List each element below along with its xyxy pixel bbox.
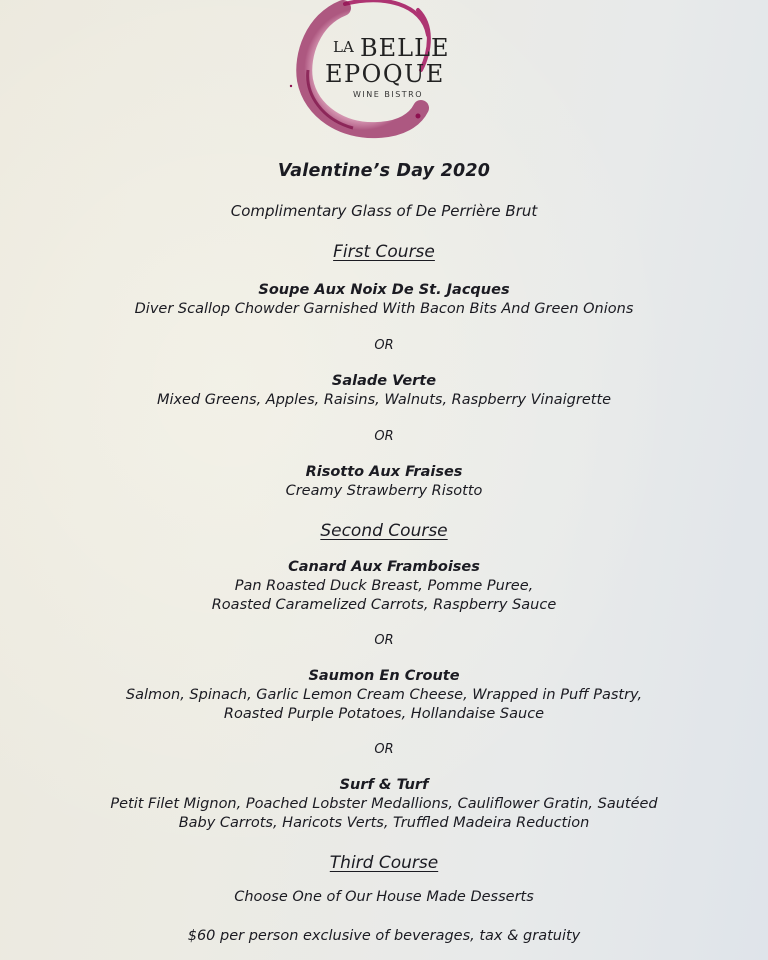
item-description: Roasted Purple Potatoes, Hollandaise Sauce (223, 706, 545, 722)
menu-title: Valentine’s Day 2020 (277, 161, 491, 181)
item-description: Baby Carrots, Haricots Verts, Truffled Madeira Reduction (178, 815, 590, 831)
item-name: Risotto Aux Fraises (305, 464, 463, 480)
menu-body (0, 156, 768, 946)
course-heading-third: Third Course (329, 853, 439, 873)
logo-tagline: WINE BISTRO (353, 90, 424, 99)
item-name: Surf & Turf (339, 777, 429, 793)
item-name: Saumon En Croute (308, 668, 460, 684)
price-line: $60 per person exclusive of beverages, tax & gratuity (187, 928, 581, 944)
menu-item (0, 372, 768, 410)
menu-item (0, 463, 768, 501)
menu-item (0, 776, 768, 833)
logo-epoque: EPOQUE (325, 60, 445, 88)
item-description: Salmon, Spinach, Garlic Lemon Cream Cheese, Wrapped in Puff Pastry, (125, 687, 643, 703)
item-description: Mixed Greens, Apples, Raisins, Walnuts, Raspberry Vinaigrette (156, 392, 612, 408)
menu-item (0, 558, 768, 615)
or-divider: OR (374, 429, 394, 444)
item-name: Soupe Aux Noix De St. Jacques (258, 282, 510, 298)
or-divider: OR (374, 633, 394, 648)
logo-belle: BELLE (360, 34, 450, 62)
item-description: Pan Roasted Duck Breast, Pomme Puree, (234, 578, 534, 594)
complimentary-drink: Complimentary Glass of De Perrière Brut (230, 202, 538, 220)
item-description: Petit Filet Mignon, Poached Lobster Medallions, Cauliflower Gratin, Sautéed (110, 796, 658, 812)
course-heading-first: First Course (333, 242, 435, 262)
item-description: Diver Scallop Chowder Garnished With Bacon Bits And Green Onions (134, 301, 634, 317)
menu-item (0, 667, 768, 724)
course-heading-second: Second Course (320, 521, 448, 541)
item-description: Roasted Caramelized Carrots, Raspberry Sauce (211, 597, 557, 613)
item-name: Salade Verte (331, 373, 437, 389)
menu-item (0, 281, 768, 319)
or-divider: OR (374, 338, 394, 353)
item-name: Canard Aux Framboises (288, 559, 480, 575)
item-description: Creamy Strawberry Risotto (285, 483, 483, 499)
logo-la: LA (333, 38, 354, 56)
dessert-note: Choose One of Our House Made Desserts (234, 889, 534, 905)
restaurant-logo (283, 0, 493, 140)
or-divider: OR (374, 742, 394, 757)
